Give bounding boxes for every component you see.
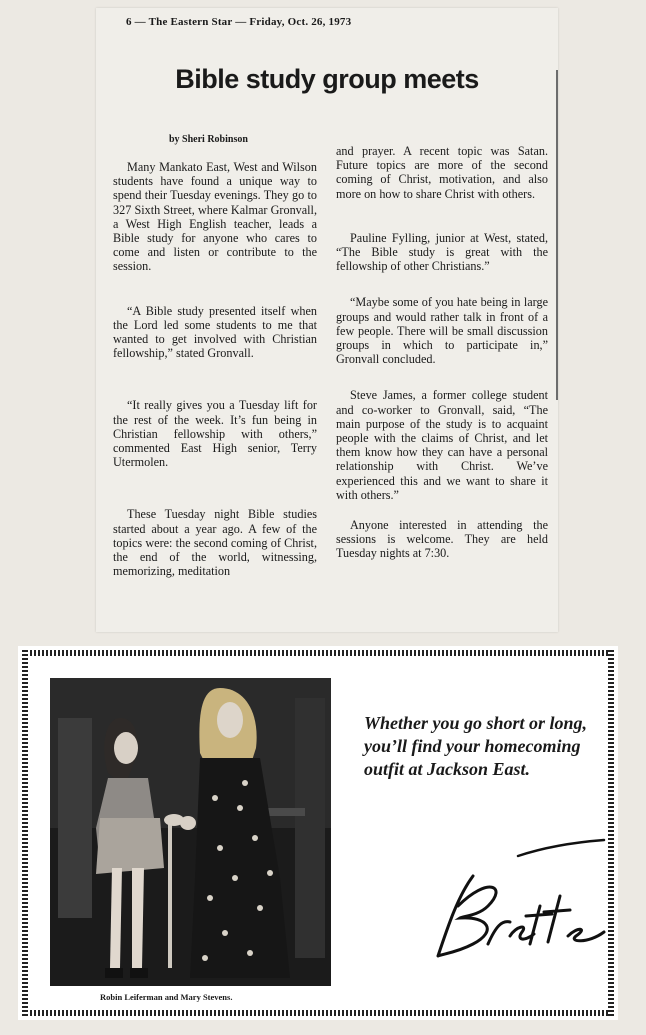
paragraph: “Maybe some of you hate being in large groups and would rather talk in front of a few people. There will be small discussion groups in which to participate in,” Gronvall concluded. (336, 295, 548, 367)
ad-border-right (608, 650, 614, 1016)
paragraph: Pauline Fylling, junior at West, stated, “The Bible study is great with the fellowship of other Christians.” (336, 230, 548, 274)
bretts-logo (418, 836, 608, 966)
ad-border-left (22, 650, 28, 1016)
paragraph: These Tuesday night Bible studies started about a year ago. A few of the topics were: the second coming of Christ, the end of the world, witnessing, memorizing, meditation (113, 507, 317, 579)
paragraph: Anyone interested in attending the sessions is welcome. They are held Tuesday nights at 7:30. (336, 518, 548, 561)
column-rule (556, 70, 558, 400)
photo-two-women (50, 678, 331, 986)
advertisement (18, 646, 618, 1020)
paragraph: and prayer. A recent topic was Satan. Future topics are more of the second coming of Christ, motivation, and also more on how to share Christ with others. (336, 144, 548, 201)
photo-caption: Robin Leiferman and Mary Stevens. (100, 992, 233, 1002)
ad-photo (50, 678, 331, 986)
byline: by Sheri Robinson (169, 134, 248, 145)
paragraph: “It really gives you a Tuesday lift for the rest of the week. It’s fun being in Christian fellowship with others,” commented East High senior, Terry Utermolen. (113, 398, 317, 470)
headline: Bible study group meets (175, 64, 479, 94)
article-column-2 (336, 144, 548, 561)
article-clipping (96, 8, 558, 632)
ad-tagline: Whether you go short or long, you’ll find your homecoming outfit at Jackson East. (364, 713, 588, 779)
paragraph: Many Mankato East, West and Wilson students have found a unique way to spend their Tuesday evenings. They go to 327 Sixth Street, where Kalmar Gronvall, a West High English teacher, leads a Bible study for anyone who cares to come and listen or contribute to the session. (113, 160, 317, 274)
paragraph: “A Bible study presented itself when the Lord led some students to me that wanted to get involved with Christian fellowship,” stated Gronvall. (113, 303, 317, 361)
ad-border-bottom (22, 1010, 614, 1016)
ad-border-top (22, 650, 614, 656)
article-column-1 (113, 160, 317, 578)
paragraph: Steve James, a former college student and co-worker to Gronvall, said, “The main purpose of the study is to acquaint people with the claims of Christ, and let them know how they can have a personal relationship with Christ. We’ve experienced this and we want to share it with others.” (336, 388, 548, 502)
page-header: 6 — The Eastern Star — Friday, Oct. 26, 1973 (126, 16, 352, 28)
